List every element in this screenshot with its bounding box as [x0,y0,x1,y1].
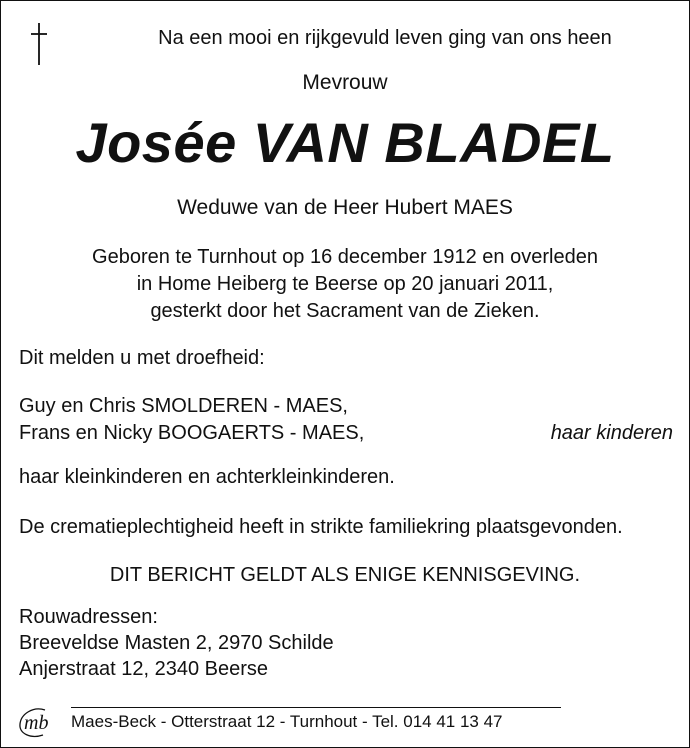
address-2: Anjerstraat 12, 2340 Beerse [19,658,269,680]
birth-line-2: in Home Heiberg te Beerse op 20 januari 2011, [136,273,554,295]
addresses-label: Rouwadressen: [19,606,158,628]
funeral-home-logo [15,704,63,740]
birth-line-3: gesterkt door het Sacrament van de Zieken. [150,300,540,322]
birth-death-details [1,244,689,325]
widow-of: Weduwe van de Heer Hubert MAES [177,196,513,219]
cross-icon [27,21,51,67]
grandchildren-line: haar kleinkinderen en achterkleinkinderen. [19,466,395,488]
child-family-2: Frans en Nicky BOOGAERTS - MAES, [19,422,365,444]
children-role-label: haar kinderen [550,422,673,444]
announcement: Dit melden u met droefheid: [19,347,265,369]
intro-line: Na een mooi en rijkgevuld leven ging van ons heen [158,27,612,49]
logo-text: mb [24,712,49,734]
footer-divider [71,707,561,708]
child-family-1: Guy en Chris SMOLDEREN - MAES, [19,395,348,417]
deceased-name: Josée VAN BLADEL [75,111,615,174]
official-notice: DIT BERICHT GELDT ALS ENIGE KENNISGEVING. [109,564,581,586]
address-1: Breeveldse Masten 2, 2970 Schilde [19,632,334,654]
cremation-notice: De crematieplechtigheid heeft in strikte familiekring plaatsgevonden. [19,516,623,538]
footer-contact: Maes-Beck - Otterstraat 12 - Turnhout - Tel. 014 41 13 47 [71,712,503,731]
honorific: Mevrouw [302,71,388,94]
birth-line-1: Geboren te Turnhout op 16 december 1912 en overleden [92,246,598,268]
